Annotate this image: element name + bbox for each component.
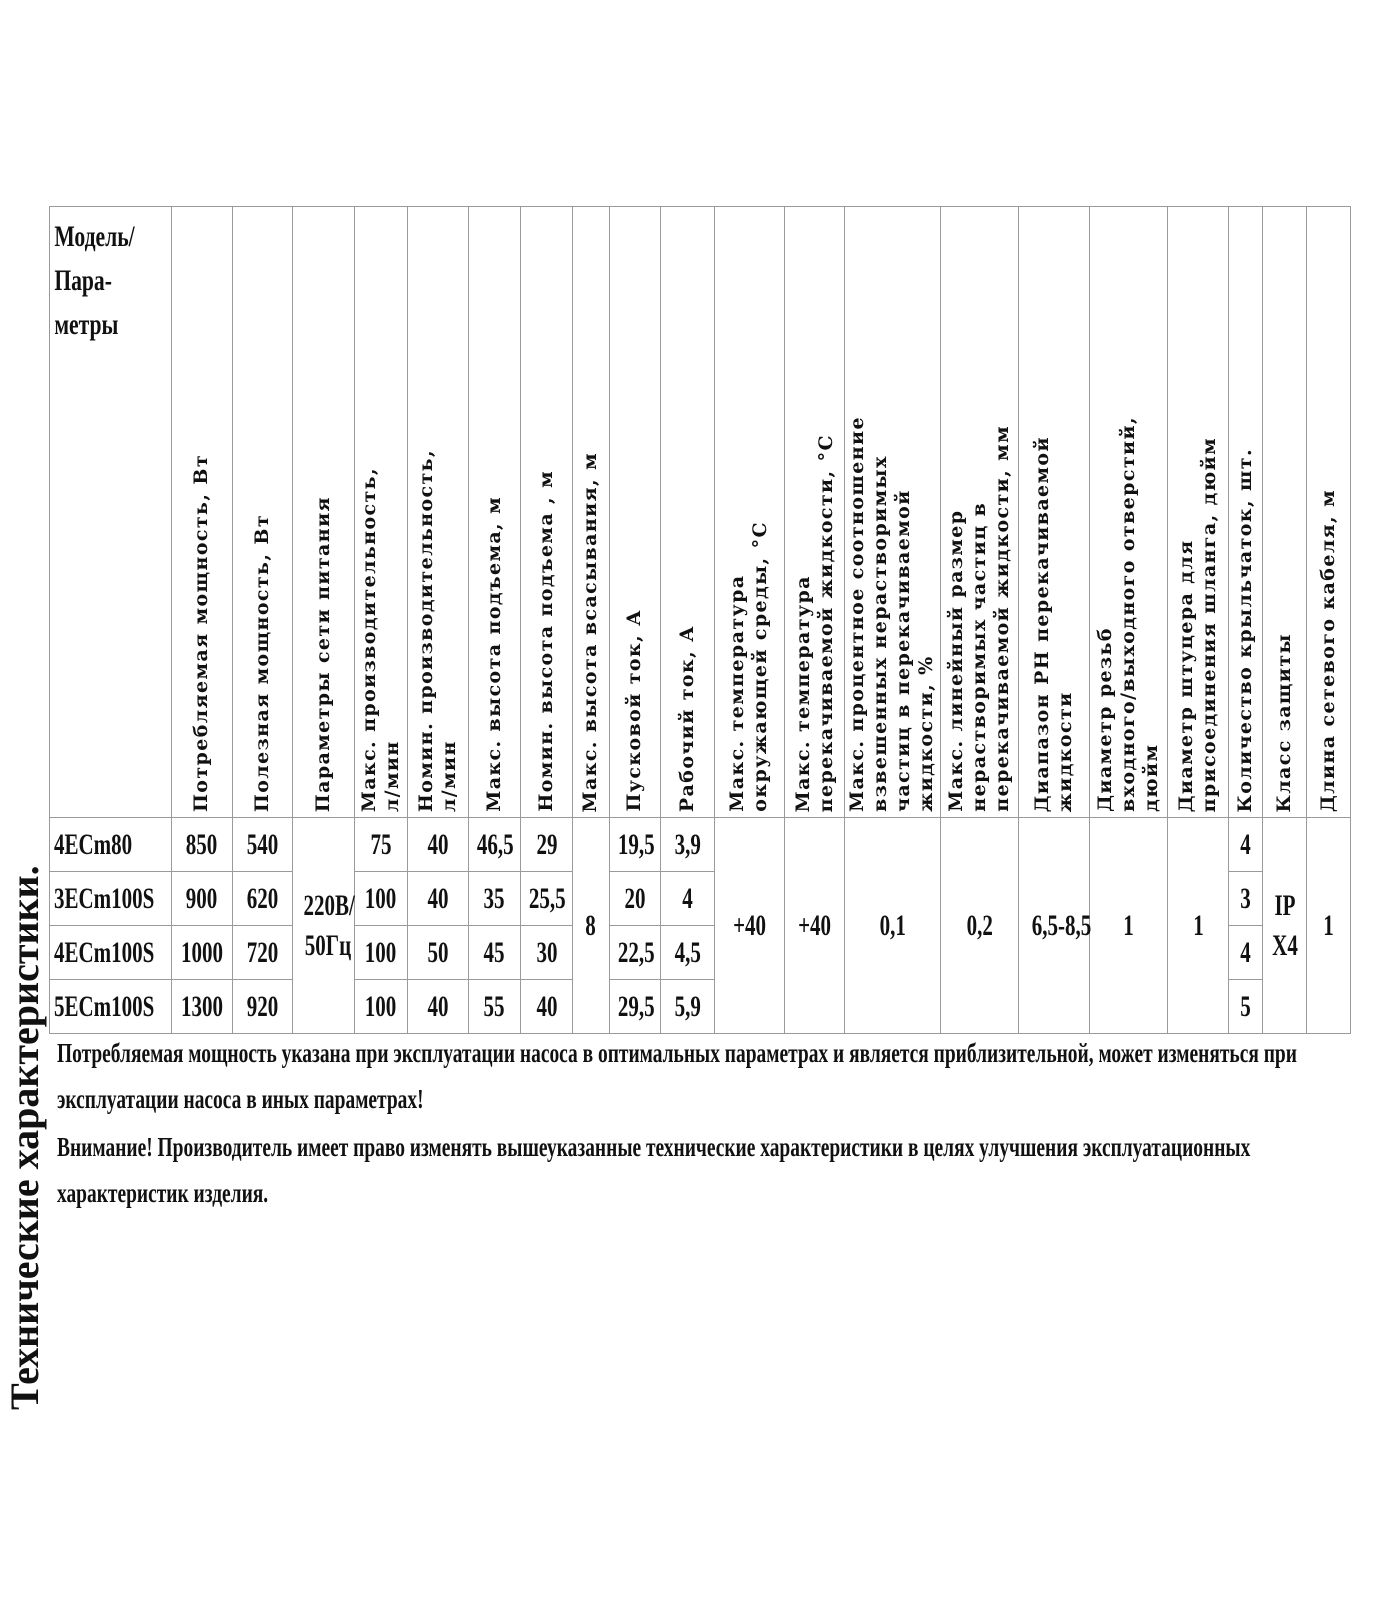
table-cell: 900 [171,872,232,926]
model-cell: 5ECm100S [50,980,172,1034]
column-header: Номин. производительность, л/мин [408,207,469,818]
table-cell: 50 [408,926,469,980]
column-header: Класс защиты [1263,207,1307,818]
note-warning: Внимание! Производитель имеет право изменять вышеуказанные технические характеристики в целях улучшения эксплуатационных характеристик изделия. [57,1132,1251,1208]
table-cell: 620 [232,872,292,926]
table-cell: 100 [354,926,408,980]
table-cell: 40 [408,980,469,1034]
table-cell: 30 [520,926,573,980]
table-cell: 100 [354,980,408,1034]
table-cell: 4 [661,872,715,926]
table-cell: 25,5 [520,872,573,926]
corner-header: Модель/ Пара- метры [50,207,172,818]
table-cell: 5 [1229,980,1263,1034]
model-cell: 4ECm100S [50,926,172,980]
table-cell: 40 [408,872,469,926]
table-cell: 75 [354,818,408,872]
spec-table [49,206,1351,1034]
table-cell: 3,9 [661,818,715,872]
column-header: Полезная мощность, Вт [232,207,292,818]
table-cell: 5,9 [661,980,715,1034]
table-cell: 100 [354,872,408,926]
column-header: Потребляемая мощность, Вт [171,207,232,818]
thread-diam-cell: 1 [1089,818,1167,1034]
column-header: Макс. линейный размер нерастворимых частиц в перекачиваемой жидкости, мм [940,207,1018,818]
column-header: Количество крыльчаток, шт. [1229,207,1263,818]
column-header: Макс. процентное соотношение взвешенных нерастворимых частиц в перекачиваемой жидкости, % [844,207,940,818]
column-header: Диаметр резьб входного/выходного отверстий, дюйм [1089,207,1167,818]
column-header: Пусковой ток, А [609,207,661,818]
table-cell: 55 [469,980,521,1034]
model-cell: 3ECm100S [50,872,172,926]
side-title: Технические характеристики. [2,865,47,1410]
mains-cell: 220В/ 50Гц [292,818,354,1034]
column-header: Длина сетевого кабеля, м [1307,207,1351,818]
column-header: Диапазон РН перекачиваемой жидкости [1019,207,1089,818]
table-cell: 4,5 [661,926,715,980]
table-cell: 35 [469,872,521,926]
header-row [50,207,1351,818]
table-cell: 4 [1229,818,1263,872]
table-row [50,818,1351,872]
column-header: Макс. температура перекачиваемой жидкости, °С [785,207,845,818]
table-cell: 22,5 [609,926,661,980]
table-cell: 29 [520,818,573,872]
table-cell: 4 [1229,926,1263,980]
ph-range-cell: 6,5-8,5 [1019,818,1089,1034]
column-header: Макс. температура окружающей среды, °С [714,207,784,818]
hose-diam-cell: 1 [1168,818,1229,1034]
suction-cell: 8 [573,818,609,1034]
table-cell: 1000 [171,926,232,980]
table-cell: 19,5 [609,818,661,872]
ambient-temp-cell: +40 [714,818,784,1034]
solids-pct-cell: 0,1 [844,818,940,1034]
table-cell: 40 [408,818,469,872]
table-cell: 20 [609,872,661,926]
table-cell: 29,5 [609,980,661,1034]
table-cell: 920 [232,980,292,1034]
column-header: Номин. высота подъема , м [520,207,573,818]
particle-size-cell: 0,2 [940,818,1018,1034]
note-power: Потребляемая мощность указана при эксплуатации насоса в оптимальных параметрах и является приблизительной, может изменяться при эксплуатации насоса в иных параметрах! [57,1038,1297,1114]
column-header: Макс. высота всасывания, м [573,207,609,818]
table-cell: 3 [1229,872,1263,926]
table-cell: 40 [520,980,573,1034]
table-cell: 720 [232,926,292,980]
column-header: Макс. высота подъема, м [469,207,521,818]
notes [57,1030,1357,1218]
table-cell: 540 [232,818,292,872]
table-cell: 850 [171,818,232,872]
protection-cell: IP X4 [1263,818,1307,1034]
column-header: Диаметр штуцера для присоединения шланга, дюйм [1168,207,1229,818]
table-cell: 1300 [171,980,232,1034]
cable-len-cell: 1 [1307,818,1351,1034]
table-cell: 45 [469,926,521,980]
model-cell: 4ECm80 [50,818,172,872]
table-cell: 46,5 [469,818,521,872]
column-header: Макс. производительность, л/мин [354,207,408,818]
liquid-temp-cell: +40 [785,818,845,1034]
column-header: Параметры сети питания [292,207,354,818]
column-header: Рабочий ток, А [661,207,715,818]
